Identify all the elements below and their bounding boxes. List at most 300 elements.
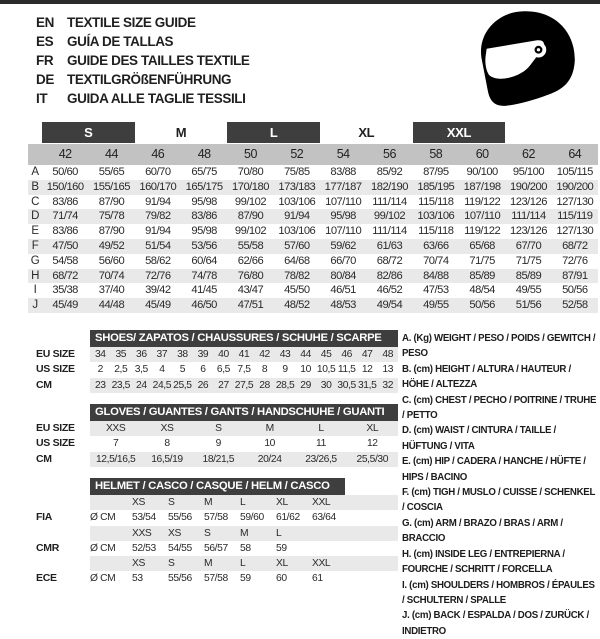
- size-value: 71/75: [469, 254, 495, 267]
- row-key: G: [30, 254, 40, 267]
- cell-value: 10: [300, 364, 311, 376]
- row-label: EU SIZE: [36, 348, 75, 360]
- size-column-header: 46: [151, 147, 165, 161]
- size-value: 99/102: [234, 225, 267, 238]
- size-value: 55/58: [237, 239, 264, 252]
- size-value: 155/165: [93, 180, 130, 193]
- cell-value: 46: [341, 349, 352, 360]
- size-value: 103/106: [278, 225, 316, 238]
- gloves-table-title: GLOVES / GUANTES / GANTS / HANDSCHUHE / GUANTI: [90, 404, 398, 421]
- size-column-header: 50: [244, 147, 257, 161]
- language-code: IT: [36, 91, 48, 106]
- size-value: 190/200: [556, 180, 594, 193]
- size-value: 45/49: [52, 299, 78, 312]
- size-value: 35/38: [52, 284, 78, 297]
- size-value: 65/75: [191, 166, 217, 178]
- size-value: 79/82: [145, 210, 171, 223]
- language-row: [36, 32, 250, 51]
- size-group-label: [505, 122, 551, 143]
- size-value: 39/42: [145, 284, 171, 297]
- size-value: 123/126: [510, 195, 547, 208]
- size-group-label: L: [227, 122, 320, 143]
- size-value: 68/72: [562, 239, 588, 252]
- legend-item: J. (cm) BACK / ESPALDA / DOS / ZURÜCK / INDIETRO: [402, 610, 589, 637]
- table-row: [0, 347, 400, 362]
- cell-value: 7: [113, 438, 119, 450]
- size-row-E: [28, 224, 598, 239]
- cell-value: 23/26,5: [305, 453, 337, 465]
- cell-value: 34: [94, 349, 106, 360]
- cell-value: 38: [177, 349, 188, 360]
- cell-value: 27,5: [234, 379, 254, 391]
- size-value: 177/187: [324, 180, 362, 193]
- cell-value: 25,5: [173, 379, 192, 391]
- size-label: L: [276, 527, 282, 539]
- cell-value: 11: [316, 438, 326, 450]
- row-key: C: [31, 195, 39, 208]
- cell-value: 24,5: [152, 379, 172, 391]
- size-value: 84/88: [423, 269, 449, 282]
- cell-value: 61: [312, 573, 323, 585]
- size-value: 107/110: [325, 195, 362, 208]
- helmet-table-title: HELMET / CASCO / CASQUE / HELM / CASCO: [90, 478, 345, 495]
- size-value: 37/40: [98, 284, 125, 297]
- size-value: 58/62: [145, 254, 171, 267]
- helmet-size-row: [0, 556, 400, 571]
- size-column-header: 52: [290, 147, 304, 161]
- standard-label: CMR: [36, 541, 60, 554]
- size-value: 85/92: [376, 166, 403, 178]
- size-value: 60/64: [191, 254, 217, 267]
- standard-label: FIA: [36, 511, 53, 524]
- cell-value: 61/62: [276, 512, 300, 524]
- size-value: 83/86: [191, 210, 217, 223]
- size-column-header: 42: [58, 147, 72, 161]
- size-value: 56/60: [98, 254, 125, 267]
- legend-item: B. (cm) HEIGHT / ALTURA / HAUTEUR / HÖHE / ALTEZZA: [402, 363, 571, 391]
- row-band: [90, 436, 398, 451]
- size-value: 85/89: [469, 269, 495, 282]
- size-value: 99/102: [234, 195, 267, 208]
- cell-value: 9: [282, 364, 288, 376]
- size-value: 48/52: [284, 299, 310, 312]
- language-title: GUIDE DES TAILLES TEXTILE: [67, 53, 250, 68]
- size-row-J: [28, 298, 598, 313]
- size-value: 95/98: [330, 210, 356, 223]
- size-value: 173/183: [278, 180, 316, 193]
- row-band: [90, 541, 398, 556]
- size-group-row: [28, 122, 598, 143]
- size-value: 85/89: [515, 269, 542, 282]
- size-column-header: 48: [197, 147, 211, 161]
- size-value: 105/115: [556, 166, 593, 178]
- size-value: 70/74: [98, 269, 125, 282]
- size-value: 45/50: [284, 284, 310, 297]
- size-value: 44/48: [98, 299, 125, 312]
- cell-value: 57/58: [204, 573, 228, 585]
- size-value: 55/65: [98, 166, 125, 178]
- cell-value: 7,5: [237, 364, 251, 376]
- shoes-table-title: SHOES/ ZAPATOS / CHAUSSURES / SCHUHE / SCARPE: [90, 330, 398, 347]
- size-value: 115/119: [557, 210, 593, 223]
- size-value: 91/94: [284, 210, 310, 223]
- legend-item: A. (Kg) WEIGHT / PESO / POIDS / GEWITCH / PESO: [402, 333, 596, 360]
- cell-value: 23: [94, 379, 106, 391]
- size-value: 63/66: [423, 239, 449, 252]
- unit-cell: Ø CM: [90, 512, 116, 524]
- row-label: EU SIZE: [36, 422, 75, 434]
- cell-value: 27: [218, 379, 229, 391]
- size-value: 41/45: [191, 284, 217, 297]
- cell-value: 10: [264, 438, 275, 450]
- cell-value: 55/56: [168, 512, 192, 524]
- cell-value: 13: [382, 364, 394, 376]
- size-value: 67/70: [515, 239, 542, 252]
- size-value: 91/94: [145, 225, 171, 238]
- size-value: 87/91: [562, 269, 588, 282]
- size-label: L: [240, 497, 246, 508]
- size-label: M: [204, 558, 213, 570]
- unit-cell: Ø CM: [90, 573, 116, 585]
- row-label: US SIZE: [36, 363, 75, 376]
- size-label: XXS: [132, 527, 152, 539]
- cell-value: 57/58: [204, 512, 228, 524]
- cell-value: 59/60: [240, 512, 264, 524]
- size-value: 123/126: [510, 225, 547, 238]
- cell-value: 8: [261, 364, 268, 376]
- size-value: 111/114: [372, 195, 407, 208]
- cell-value: 10,5: [316, 364, 336, 376]
- size-value: 70/80: [237, 166, 264, 178]
- row-label: CM: [36, 452, 52, 465]
- size-value: 50/56: [469, 299, 495, 312]
- size-value: 87/95: [423, 166, 449, 178]
- textile-size-table: [28, 122, 598, 313]
- size-value: 76/80: [237, 269, 264, 282]
- cell-value: 47: [361, 349, 373, 360]
- language-title: GUIDA ALLE TAGLIE TESSILI: [67, 91, 246, 106]
- size-value: 95/98: [191, 195, 217, 208]
- size-label: XXL: [312, 558, 331, 570]
- cell-value: 28,5: [275, 379, 295, 391]
- row-key: J: [32, 299, 38, 312]
- cell-value: 53/54: [132, 512, 156, 524]
- cell-value: 8: [164, 438, 170, 450]
- row-band: [90, 347, 398, 362]
- row-band: [90, 362, 398, 377]
- size-value: 87/90: [98, 225, 125, 238]
- legend-item: H. (cm) INSIDE LEG / ENTREPIERNA / FOURCHE / SCHRITT / FORCELLA: [402, 548, 565, 576]
- cell-value: 40: [218, 349, 229, 360]
- size-label: XL: [276, 497, 288, 508]
- size-value: 103/106: [417, 210, 455, 223]
- size-value: 182/190: [371, 180, 408, 193]
- helmet-size-row: [0, 495, 400, 510]
- size-row-G: [28, 254, 598, 269]
- row-key: H: [31, 269, 39, 282]
- size-value: 80/84: [330, 269, 356, 282]
- size-value: 190/200: [510, 180, 547, 193]
- size-value: 83/88: [330, 166, 356, 178]
- helmet-value-row: [0, 541, 400, 556]
- cell-value: 18/21,5: [202, 453, 235, 465]
- size-value: 65/68: [469, 239, 495, 252]
- size-value: 51/56: [515, 299, 542, 312]
- size-value: 115/118: [418, 195, 454, 208]
- row-key: B: [31, 180, 39, 193]
- size-value: 82/86: [376, 269, 403, 282]
- size-value: 170/180: [232, 180, 269, 193]
- row-label: CM: [36, 378, 52, 391]
- cell-value: XL: [366, 423, 379, 434]
- legend-item: D. (cm) WAIST / CINTURA / TAILLE / HÜFTUNG / VITA: [402, 425, 556, 452]
- row-band: [90, 378, 398, 393]
- unit-cell: [90, 495, 132, 510]
- size-column-header: 56: [383, 147, 396, 161]
- cell-value: 25,5/30: [356, 453, 389, 465]
- size-value: 71/74: [52, 210, 78, 223]
- table-row: [0, 421, 400, 436]
- size-value: 47/50: [52, 239, 78, 252]
- size-value: 49/54: [376, 299, 403, 312]
- size-row-I: [28, 283, 598, 298]
- size-value: 160/170: [139, 180, 177, 193]
- size-value: 90/100: [466, 166, 498, 178]
- cell-value: 59: [276, 542, 287, 554]
- cell-value: 35: [115, 349, 127, 360]
- legend-item: E. (cm) HIP / CADERA / HANCHE / HÜFTE / HIPS / BACINO: [402, 456, 586, 483]
- size-column-header: 54: [336, 147, 350, 161]
- row-key: A: [31, 166, 39, 178]
- size-value: 83/86: [52, 195, 78, 208]
- racing-helmet-icon: [468, 4, 582, 110]
- size-value: 72/76: [145, 269, 171, 282]
- cell-value: 37: [156, 349, 168, 360]
- size-value: 95/100: [512, 166, 545, 178]
- size-value: 111/114: [372, 225, 407, 238]
- cell-value: 32: [382, 379, 394, 391]
- cell-value: S: [215, 423, 222, 434]
- size-label: S: [168, 497, 175, 508]
- size-label: M: [240, 527, 249, 539]
- row-band: [90, 421, 398, 436]
- size-value: 103/106: [278, 195, 316, 208]
- cell-value: M: [265, 423, 274, 434]
- size-column-header: 60: [475, 147, 489, 161]
- size-value: 68/72: [376, 254, 403, 267]
- size-value: 60/70: [145, 166, 171, 178]
- cell-value: 5: [179, 364, 186, 376]
- table-row: [0, 436, 400, 451]
- cell-value: 31,5: [357, 379, 377, 391]
- cell-value: 2: [97, 364, 103, 376]
- size-value: 51/54: [145, 239, 171, 252]
- helmet-icon-svg: [468, 4, 582, 110]
- cell-value: 44: [300, 349, 311, 360]
- size-table-body: [28, 165, 598, 313]
- size-value: 46/50: [191, 299, 217, 312]
- size-column-header: 62: [522, 147, 535, 161]
- language-row: [36, 13, 250, 32]
- size-group-label: XL: [358, 125, 375, 140]
- cell-value: 42: [259, 349, 270, 360]
- size-value: 50/60: [52, 166, 78, 178]
- language-code: DE: [36, 72, 54, 87]
- size-label: XL: [276, 558, 288, 570]
- row-label: [0, 495, 90, 510]
- size-row-H: [28, 269, 598, 284]
- size-label: XS: [168, 527, 181, 539]
- size-value: 68/72: [52, 269, 78, 282]
- size-value: 53/56: [191, 239, 217, 252]
- row-label: US SIZE: [36, 437, 75, 450]
- cell-value: XXS: [105, 423, 126, 434]
- cell-value: 23,5: [111, 379, 131, 391]
- cell-value: 43: [279, 349, 291, 360]
- size-value: 54/58: [52, 254, 78, 267]
- size-column-header: 44: [105, 147, 118, 161]
- cell-value: 26: [197, 379, 209, 391]
- row-key: E: [31, 225, 39, 238]
- size-value: 127/130: [556, 195, 594, 208]
- size-value: 52/58: [562, 299, 588, 312]
- size-label: S: [168, 558, 175, 570]
- cell-value: 30,5: [337, 379, 356, 391]
- size-label: XS: [132, 558, 145, 570]
- size-value: 127/130: [556, 225, 594, 238]
- language-title-list: [36, 13, 250, 108]
- size-group-label: S: [42, 122, 135, 143]
- cell-value: 24: [136, 379, 147, 391]
- cell-value: 59: [240, 573, 251, 585]
- measurement-legend: [402, 331, 599, 639]
- helmet-value-row: [0, 510, 400, 525]
- size-value: 46/52: [376, 284, 403, 297]
- size-value: 66/70: [330, 254, 356, 267]
- row-key: D: [31, 210, 39, 223]
- language-code: ES: [36, 34, 54, 49]
- cell-value: 48: [382, 349, 394, 360]
- cell-value: 20/24: [257, 453, 282, 465]
- table-row: [0, 378, 400, 393]
- size-value: 107/110: [464, 210, 501, 223]
- size-value: 83/86: [52, 225, 78, 238]
- cell-value: 6,5: [216, 364, 231, 376]
- cell-value: 39: [197, 349, 209, 360]
- language-title: TEXTILGRÖßENFÜHRUNG: [67, 72, 232, 87]
- size-value: 62/66: [237, 254, 264, 267]
- size-row-D: [28, 209, 598, 224]
- size-value: 111/114: [511, 210, 546, 223]
- language-title: GUÍA DE TALLAS: [67, 34, 174, 49]
- size-row-C: [28, 195, 598, 210]
- size-value: 46/51: [330, 284, 356, 297]
- size-group-label: XXL: [413, 122, 506, 143]
- size-label: XXL: [312, 497, 331, 508]
- language-code: EN: [36, 15, 54, 30]
- cell-value: 6: [200, 364, 206, 376]
- row-band: [90, 495, 398, 510]
- size-value: 49/55: [423, 299, 449, 312]
- size-value: 95/98: [191, 225, 217, 238]
- unit-cell: Ø CM: [90, 542, 116, 554]
- table-row: [0, 452, 400, 467]
- size-value: 165/175: [185, 180, 223, 193]
- row-band: [90, 556, 398, 571]
- corner-cell: [28, 144, 42, 165]
- cell-value: 12: [361, 364, 373, 376]
- size-value: 45/49: [145, 299, 171, 312]
- language-row: [36, 89, 250, 108]
- cell-value: L: [318, 423, 324, 434]
- language-row: [36, 51, 250, 70]
- size-value: 43/47: [237, 284, 264, 297]
- row-band: [90, 510, 398, 525]
- cell-value: 12: [366, 438, 378, 450]
- cell-value: 11,5: [337, 364, 356, 376]
- row-key: F: [31, 239, 39, 252]
- unit-cell: [90, 556, 132, 571]
- size-header-row: [28, 144, 598, 165]
- cell-value: 9: [215, 438, 221, 450]
- size-value: 115/118: [418, 225, 454, 238]
- unit-cell: [90, 526, 132, 541]
- language-row: [36, 70, 250, 89]
- size-value: 49/55: [515, 284, 542, 297]
- size-label: L: [240, 558, 246, 570]
- size-group-label: M: [175, 125, 187, 140]
- helmet-size-row: [0, 526, 400, 541]
- legend-item: I. (cm) SHOULDERS / HOMBROS / ÉPAULES / SCHULTERN / SPALLE: [402, 579, 595, 606]
- row-label: [0, 526, 90, 541]
- size-value: 59/62: [330, 239, 356, 252]
- size-value: 61/63: [376, 239, 403, 252]
- cell-value: 55/56: [168, 573, 192, 585]
- cell-value: 63/64: [312, 512, 336, 524]
- cell-value: 54/55: [168, 542, 192, 554]
- size-label: S: [204, 527, 211, 539]
- cell-value: 53: [132, 573, 143, 585]
- helmet-table: [0, 478, 400, 587]
- size-value: 57/60: [284, 239, 310, 252]
- table-row: [0, 362, 400, 377]
- row-band: [90, 452, 398, 467]
- language-title: TEXTILE SIZE GUIDE: [67, 15, 196, 30]
- cell-value: 36: [136, 349, 147, 360]
- cell-value: 52/53: [132, 542, 156, 554]
- size-value: 47/53: [423, 284, 449, 297]
- legend-item: G. (cm) ARM / BRAZO / BRAS / ARM / BRACCIO: [402, 517, 563, 545]
- row-band: [90, 571, 398, 586]
- cell-value: 16,5/19: [151, 453, 183, 465]
- size-value: 48/53: [330, 299, 356, 312]
- cell-value: 3,5: [134, 364, 148, 376]
- size-value: 185/195: [417, 180, 455, 193]
- shoes-table: [0, 330, 400, 393]
- size-value: 107/110: [325, 225, 362, 238]
- size-value: 187/198: [463, 180, 501, 193]
- size-value: 150/160: [46, 180, 84, 193]
- size-value: 50/56: [562, 284, 588, 297]
- size-value: 75/85: [284, 166, 310, 178]
- size-row-F: [28, 239, 598, 254]
- legend-item: F. (cm) TIGH / MUSLO / CUISSE / SCHENKEL / COSCIA: [402, 487, 595, 514]
- cell-value: XS: [160, 423, 174, 434]
- size-value: 70/74: [423, 254, 449, 267]
- size-value: 72/76: [562, 254, 588, 267]
- size-value: 74/78: [191, 269, 217, 282]
- size-column-header: 58: [429, 147, 443, 161]
